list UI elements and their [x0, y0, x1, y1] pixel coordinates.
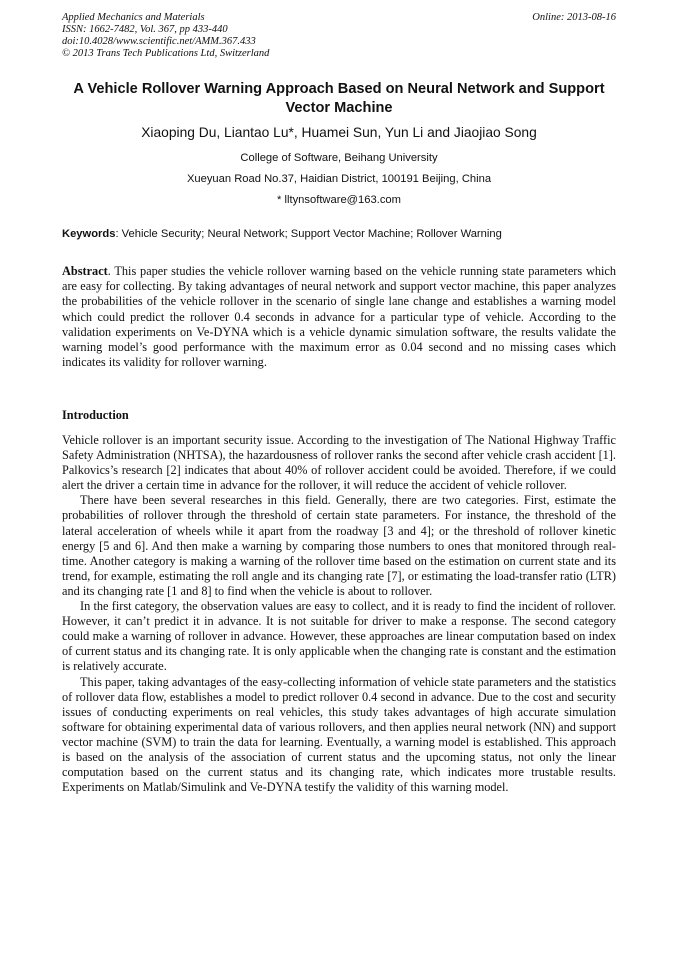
author-list: Xiaoping Du, Liantao Lu*, Huamei Sun, Yun Li and Jiaojiao Song — [141, 125, 537, 140]
affiliation-institution: College of Software, Beihang University — [240, 152, 438, 164]
keywords-label: Keywords — [62, 228, 116, 240]
issn-line: ISSN: 1662-7482, Vol. 367, pp 433-440 — [62, 24, 228, 35]
paragraph: Vehicle rollover is an important security issue. According to the investigation of The National Highway Traffic Safety Administration (NHTSA), the hazardousness of rollover ranks the second after vehicle crash accident [1]. Palkovics’s research [2] indicates that about 40% of rollover accident could be avoided. Therefore, if we could alert the driver a certain time in advance for the rollover, it will reduce the accident of vehicle rollover. — [62, 433, 616, 493]
affiliation-address: Xueyuan Road No.37, Haidian District, 100191 Beijing, China — [186, 173, 492, 185]
introduction-body — [62, 433, 616, 795]
corresponding-email: * lltynsoftware@163.com — [277, 194, 401, 206]
copyright-line: © 2013 Trans Tech Publications Ltd, Switzerland — [62, 48, 270, 59]
doi-line: doi:10.4028/www.scientific.net/AMM.367.433 — [62, 36, 256, 47]
paragraph: There have been several researches in this field. Generally, there are two categories. First, estimate the probabilities of rollover through the threshold of certain state parameters. For instance, the threshold of the lateral acceleration of wheels while it apart from the roadway [3 and 4]; or the threshold of rollover kinetic energy [5 and 6]. And then make a warning by comparing those numbers to ones that monitored through real-time. Another category is making a warning of the rollover time based on the estimation on current state and its trend, for example, estimating the roll angle and its changing rate [7], or estimating the load-transfer ratio (LTR) and its changing rate [1 and 8] to find when the vehicle is about to rollover. — [62, 493, 616, 598]
abstract — [62, 264, 616, 370]
abstract-label: Abstract — [62, 264, 108, 278]
keywords — [62, 227, 616, 241]
keywords-text: : Vehicle Security; Neural Network; Support Vector Machine; Rollover Warning — [115, 228, 502, 240]
paragraph: This paper, taking advantages of the easy-collecting information of vehicle state parameters and the statistics of rollover data flow, establishes a model to predict rollover 0.4 second in advance. Due to the cost and security issues of conducting experiments on real vehicles, this study takes advantages of high accurate simulation software for obtaining experimental data of various rollovers, and then applies neural network (NN) and support vector machine (SVM) to train the data for learning. Eventually, a warning model is established. This approach is based on the analysis of the association of current status and the upcoming status, not only the linear computation based on the current status and its changing rate, which indicates more trustable results. Experiments on Matlab/Simulink and Ve-DYNA testify the validity of this warning model. — [62, 674, 616, 795]
paper-title: A Vehicle Rollover Warning Approach Based on Neural Network and Support Vector Machine — [73, 81, 605, 116]
section-heading-introduction: Introduction — [62, 408, 129, 422]
online-date: Online: 2013-08-16 — [532, 12, 616, 23]
paragraph: In the first category, the observation values are easy to collect, and it is ready to find the incident of rollover. However, it can’t predict it in advance. It is not suitable for driver to make a response. The second category could make a warning of rollover in advance. However, these approaches are linear computation based on index of current status and its changing rate. It is only applicable when the changing rate is constant and the estimation is relatively accurate. — [62, 599, 616, 674]
abstract-text: . This paper studies the vehicle rollover warning based on the vehicle running state parameters which are easy for collecting. By taking advantages of neural network and support vector machine, this paper analyzes the probabilities of the vehicle rollover in the scenario of single lane change and establishes a warning model which could predict the rollover 0.4 seconds in advance for a particular type of vehicle. According to the validation experiments on Ve-DYNA which is a vehicle dynamic simulation software, the results validate the warning model’s good performance with the maximum error as 0.04 second and no missing cases which indicates its validity for rollover warning. — [62, 264, 616, 370]
journal-name: Applied Mechanics and Materials — [62, 12, 205, 23]
journal-header — [62, 12, 616, 60]
